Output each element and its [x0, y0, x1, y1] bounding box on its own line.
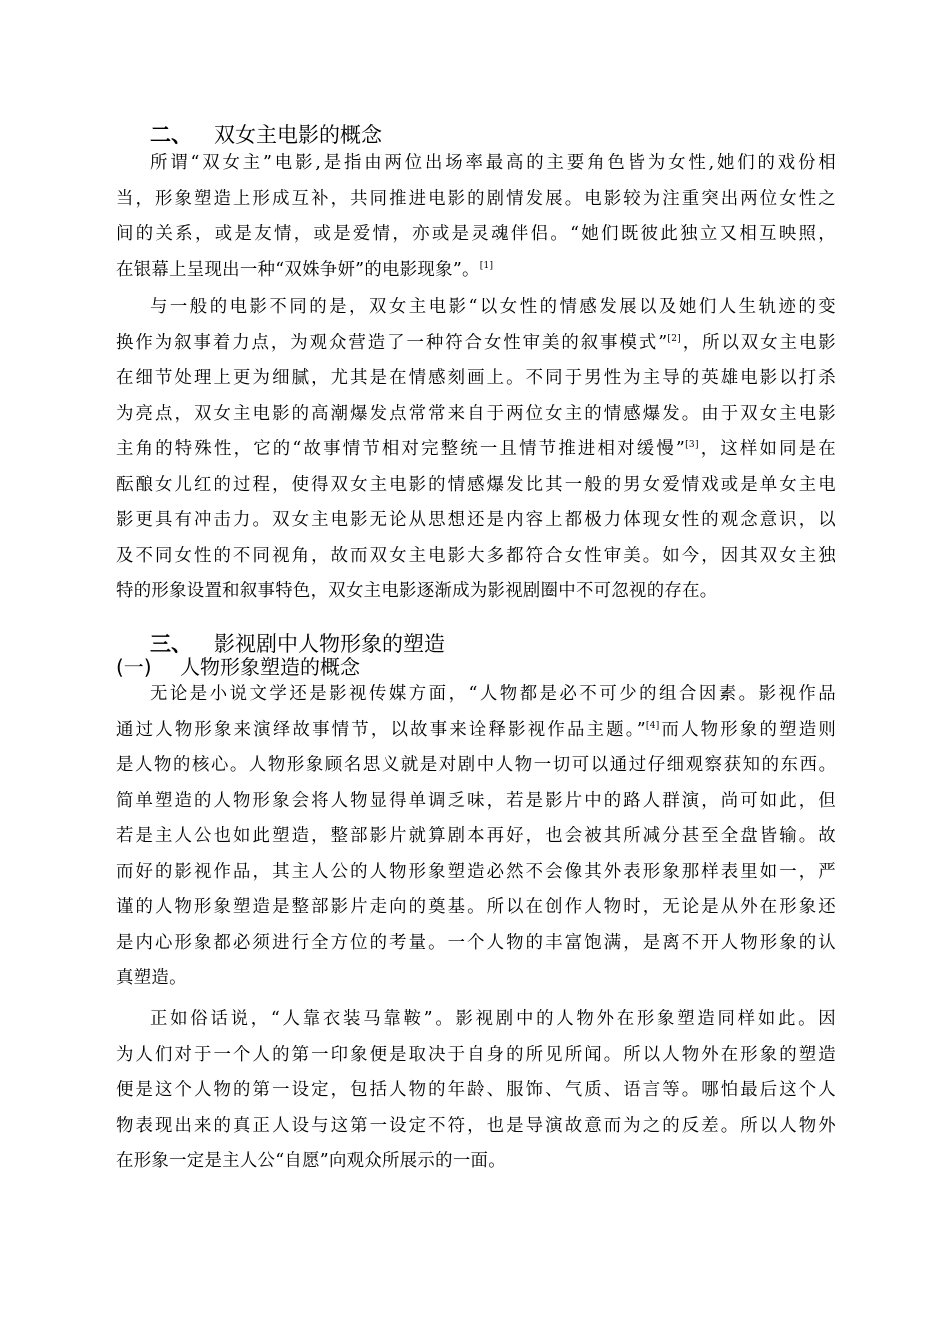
text-line: 酝酿女儿红的过程，使得双女主电影的情感爆发比其一般的男女爱情戏或是单女主电	[116, 474, 836, 495]
text-line: 无论是小说文学还是影视传媒方面，“人物都是必不可少的组合因素。影视作品	[150, 684, 836, 704]
section-title: 影视剧中人物形象的塑造	[214, 632, 445, 656]
text-line: 便是这个人物的第一设定，包括人物的年龄、服饰、气质、语言等。哪怕最后这个人	[116, 1080, 836, 1100]
text-line: 正如俗话说，“人靠衣装马靠鞍”。影视剧中的人物外在形象塑造同样如此。因	[150, 1009, 836, 1029]
section-heading-3	[150, 632, 445, 656]
section-title: 双女主电影的概念	[214, 123, 382, 147]
text-line: 谨的人物形象塑造是整部影片走向的奠基。所以在创作人物时，无论是从外在形象还	[116, 897, 836, 917]
text-line: 简单塑造的人物形象会将人物显得单调乏味，若是影片中的路人群演，尚可如此，但	[116, 790, 836, 811]
text-line: 主角的特殊性，它的“故事情节相对完整统一且情节推进相对缓慢”[3]，这样如同是在	[116, 439, 836, 459]
text-line: 及不同女性的不同视角，故而双女主电影大多都符合女性审美。如今，因其双女主独	[116, 545, 836, 566]
citation-ref: [3]	[685, 440, 699, 450]
text-line: 通过人物形象来演绎故事情节，以故事来诠释影视作品主题。”[4]而人物形象的塑造则	[116, 719, 837, 740]
text-line: 与一般的电影不同的是，双女主电影“以女性的情感发展以及她们人生轨迹的变	[150, 297, 836, 317]
text-line: 为亮点，双女主电影的高潮爆发点常常来自于两位女主的情感爆发。由于双女主电影	[116, 403, 836, 424]
paragraph	[116, 677, 836, 997]
text-line: 间的关系，或是友情，或是爱情，亦或是灵魂伴侣。“她们既彼此独立又相互映照，	[116, 224, 836, 244]
text-line: 物表现出来的真正人设与这第一设定不符，也是导演故意而为之的反差。所以人物外	[116, 1115, 836, 1136]
citation-ref: [2]	[667, 333, 682, 344]
text-line: 为人们对于一个人的第一印象便是取决于自身的所见所闻。所以人物外在形象的塑造	[116, 1044, 836, 1065]
paragraph	[116, 146, 836, 288]
text-line: 是人物的核心。人物形象顾名思义就是对剧中人物一切可以通过仔细观察获知的东西。	[116, 755, 836, 775]
subsection-number: (一)	[116, 655, 152, 679]
text-line: 换作为叙事着力点，为观众营造了一种符合女性审美的叙事模式”[2]，所以双女主电影	[116, 332, 836, 353]
text-line: 若是主人公也如此塑造，整部影片就算剧本再好，也会被其所减分甚至全盘皆输。故	[116, 826, 836, 846]
section-number: 二、	[150, 123, 192, 147]
citation-ref: [4]	[645, 720, 660, 731]
subsection-heading	[116, 655, 360, 679]
paragraph	[116, 290, 836, 610]
text-line: 特的形象设置和叙事特色，双女主电影逐渐成为影视剧圈中不可忽视的存在。	[116, 581, 718, 601]
text-line: 所谓“双女主”电影,是指由两位出场率最高的主要角色皆为女性,她们的戏份相	[150, 153, 836, 173]
citation-ref: [1]	[479, 260, 494, 271]
text-line: 而好的影视作品，其主人公的人物形象塑造必然不会像其外表形象那样表里如一，严	[116, 861, 836, 882]
text-line: 真塑造。	[116, 968, 187, 988]
section-heading-2	[150, 123, 382, 147]
section-number: 三、	[150, 632, 192, 656]
subsection-title: 人物形象塑造的概念	[180, 655, 360, 679]
text-line: 在形象一定是主人公“自愿”向观众所展示的一面。	[116, 1151, 506, 1171]
paragraph	[116, 1002, 836, 1180]
text-line: 在银幕上呈现出一种“双姝争妍”的电影现象”。[1]	[116, 259, 494, 280]
text-line: 在细节处理上更为细腻，尤其是在情感刻画上。不同于男性为主导的英雄电影以打杀	[116, 368, 836, 388]
text-line: 当，形象塑造上形成互补，共同推进电影的剧情发展。电影较为注重突出两位女性之	[116, 188, 836, 209]
text-line: 是内心形象都必须进行全方位的考量。一个人物的丰富饱满，是离不开人物形象的认	[116, 932, 836, 953]
text-line: 影更具有冲击力。双女主电影无论从思想还是内容上都极力体现女性的观念意识，以	[116, 510, 836, 530]
